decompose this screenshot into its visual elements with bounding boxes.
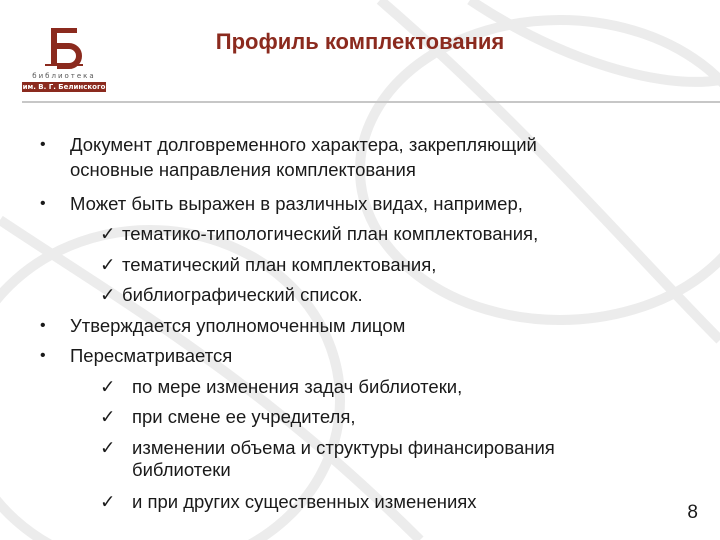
list-item-text: библиографический список.: [122, 284, 363, 305]
checkmark-icon: ✓: [100, 491, 116, 512]
bullet-marker: •: [40, 194, 46, 212]
list-item-text: изменении объема и структуры финансирования: [132, 436, 555, 458]
list-item-text: Документ долговременного характера, закрепляющий: [70, 134, 537, 155]
sub-list-item: [40, 219, 670, 250]
list-item-text: и при других существенных изменениях: [132, 491, 477, 512]
list-item-text: при смене ее учредителя,: [132, 406, 356, 427]
list-item-text: тематический план комплектования,: [122, 253, 437, 275]
sub-list-item: [40, 372, 670, 403]
page-number: 8: [687, 502, 698, 523]
logo-caption: библиотека: [32, 72, 96, 80]
bullet-list: [40, 130, 670, 518]
list-item-continuation: [40, 159, 670, 181]
checkmark-icon: ✓: [100, 436, 116, 458]
list-item: [40, 130, 670, 161]
checkmark-icon: ✓: [100, 223, 116, 244]
bullet-marker: •: [40, 347, 46, 364]
list-item-text: Пересматривается: [70, 345, 233, 366]
sub-list-item: [40, 487, 670, 518]
sub-list-item-continuation: [40, 459, 670, 481]
list-item-text: тематико-типологический план комплектования,: [122, 223, 539, 244]
library-logo-mark-icon: [39, 26, 89, 70]
checkmark-icon: ✓: [100, 284, 116, 305]
list-item: [40, 341, 670, 372]
checkmark-icon: ✓: [100, 253, 116, 275]
list-item: [40, 311, 670, 342]
sub-list-item: [40, 280, 670, 311]
list-item-text: библиотеки: [132, 459, 231, 480]
bullet-marker: •: [40, 136, 46, 153]
slide-title: Профиль комплектования: [215, 29, 505, 54]
list-item-text: Утверждается уполномоченным лицом: [70, 314, 406, 336]
checkmark-icon: ✓: [100, 375, 116, 397]
list-item: [40, 189, 670, 220]
list-item-text: Может быть выражен в различных видах, например,: [70, 192, 523, 214]
bullet-marker: •: [40, 316, 46, 334]
list-item-text: основные направления комплектования: [70, 158, 416, 180]
sub-list-item: [40, 250, 670, 281]
list-item-text: по мере изменения задач библиотеки,: [132, 375, 463, 397]
library-logo: [22, 26, 106, 92]
checkmark-icon: ✓: [100, 406, 116, 427]
logo-library-name: им. В. Г. Белинского: [22, 83, 106, 91]
sub-list-item: [40, 402, 670, 433]
header-divider: [22, 101, 720, 103]
